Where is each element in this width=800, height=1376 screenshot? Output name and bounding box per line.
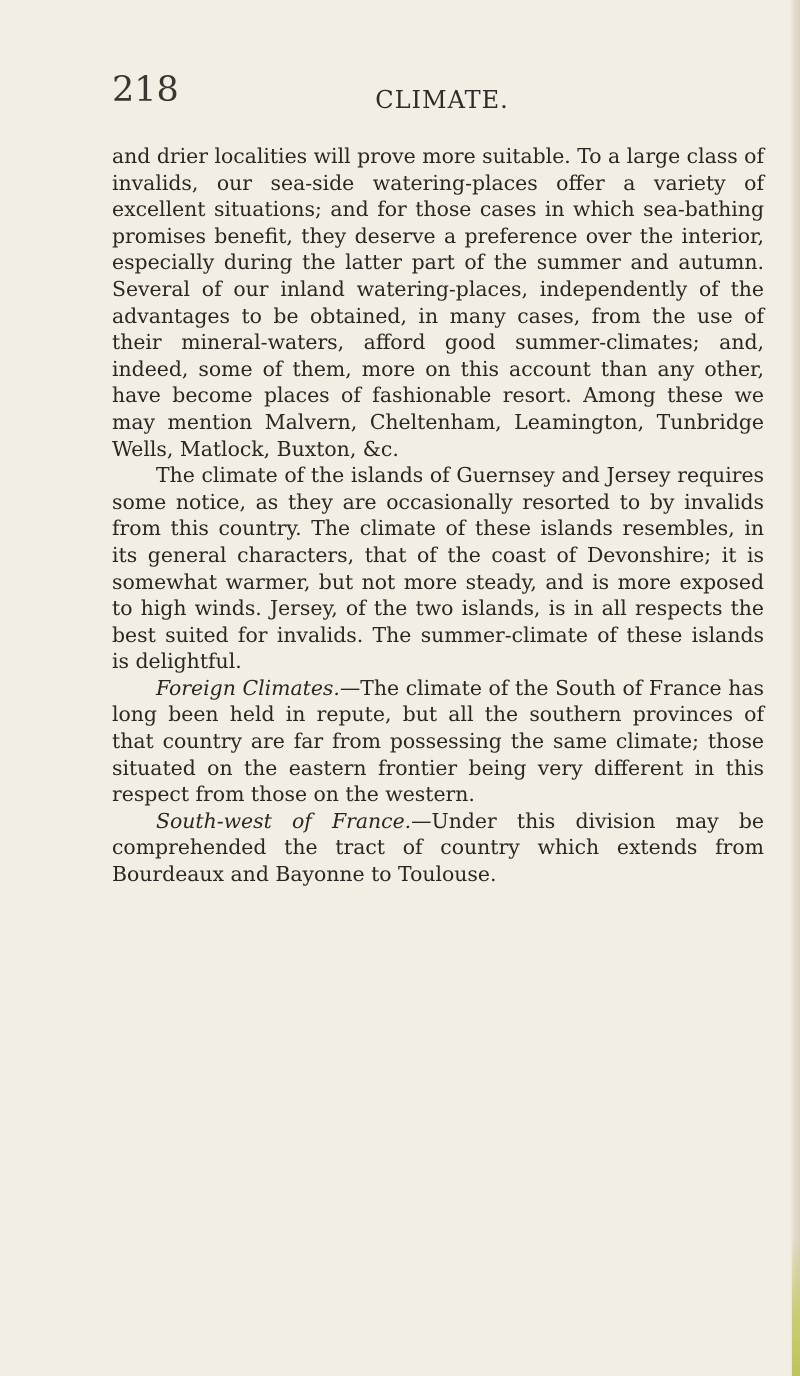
running-head: CLIMATE. [375,86,509,114]
section-heading: South-west of France. [156,808,412,833]
paragraph-foreign-climates [112,675,764,808]
paragraph-text: The climate of the islands of Guernsey and Jersey requires some notice, as they are occasionally resorted to by invalids from this country. The climate of these islands resembles, in its general characters, that of the coast of Devonshire; it is somewhat warmer, but not more steady, and is more exposed to high winds. Jersey, of the two islands, is in all respects the best suited for invalids. The summer-climate of these islands is delightful. [112,463,764,674]
page-edge-shadow [790,0,800,1376]
page-body [112,143,764,888]
page-number: 218 [112,70,179,110]
section-heading: Foreign Climates. [156,675,340,700]
paragraph-text: —Under this division may be comprehended the tract of country which extends from Bourdeaux and Bayonne to Toulouse. [112,808,764,887]
paragraph-inland-watering-places [112,143,764,462]
page-header [112,70,772,120]
paragraph-guernsey-jersey [112,462,764,675]
paragraph-text: and drier localities will prove more suitable. To a large class of invalids, our sea-side watering-places offer a variety of excellent situations; and for those cases in which sea-bathing promises benefit, they deserve a preference over the interior, especially during the latter part of the summer and autumn. Several of our inland watering-places, independently of the advantages to be obtained, in many cases, from the use of their mineral-waters, afford good summer-climates; and, indeed, some of them, more on this account than any other, have become places of fashionable resort. Among these we may mention Malvern, Cheltenham, Leamington, Tunbridge Wells, Matlock, Buxton, &c. [112,144,764,461]
page-edge-stain [792,1236,800,1376]
paragraph-south-west-france [112,808,764,888]
paragraph-text: —The climate of the South of France has long been held in repute, but all the southern provinces of that country are far from possessing the same climate; those situated on the eastern frontier being very different in this respect from those on the western. [112,675,765,807]
